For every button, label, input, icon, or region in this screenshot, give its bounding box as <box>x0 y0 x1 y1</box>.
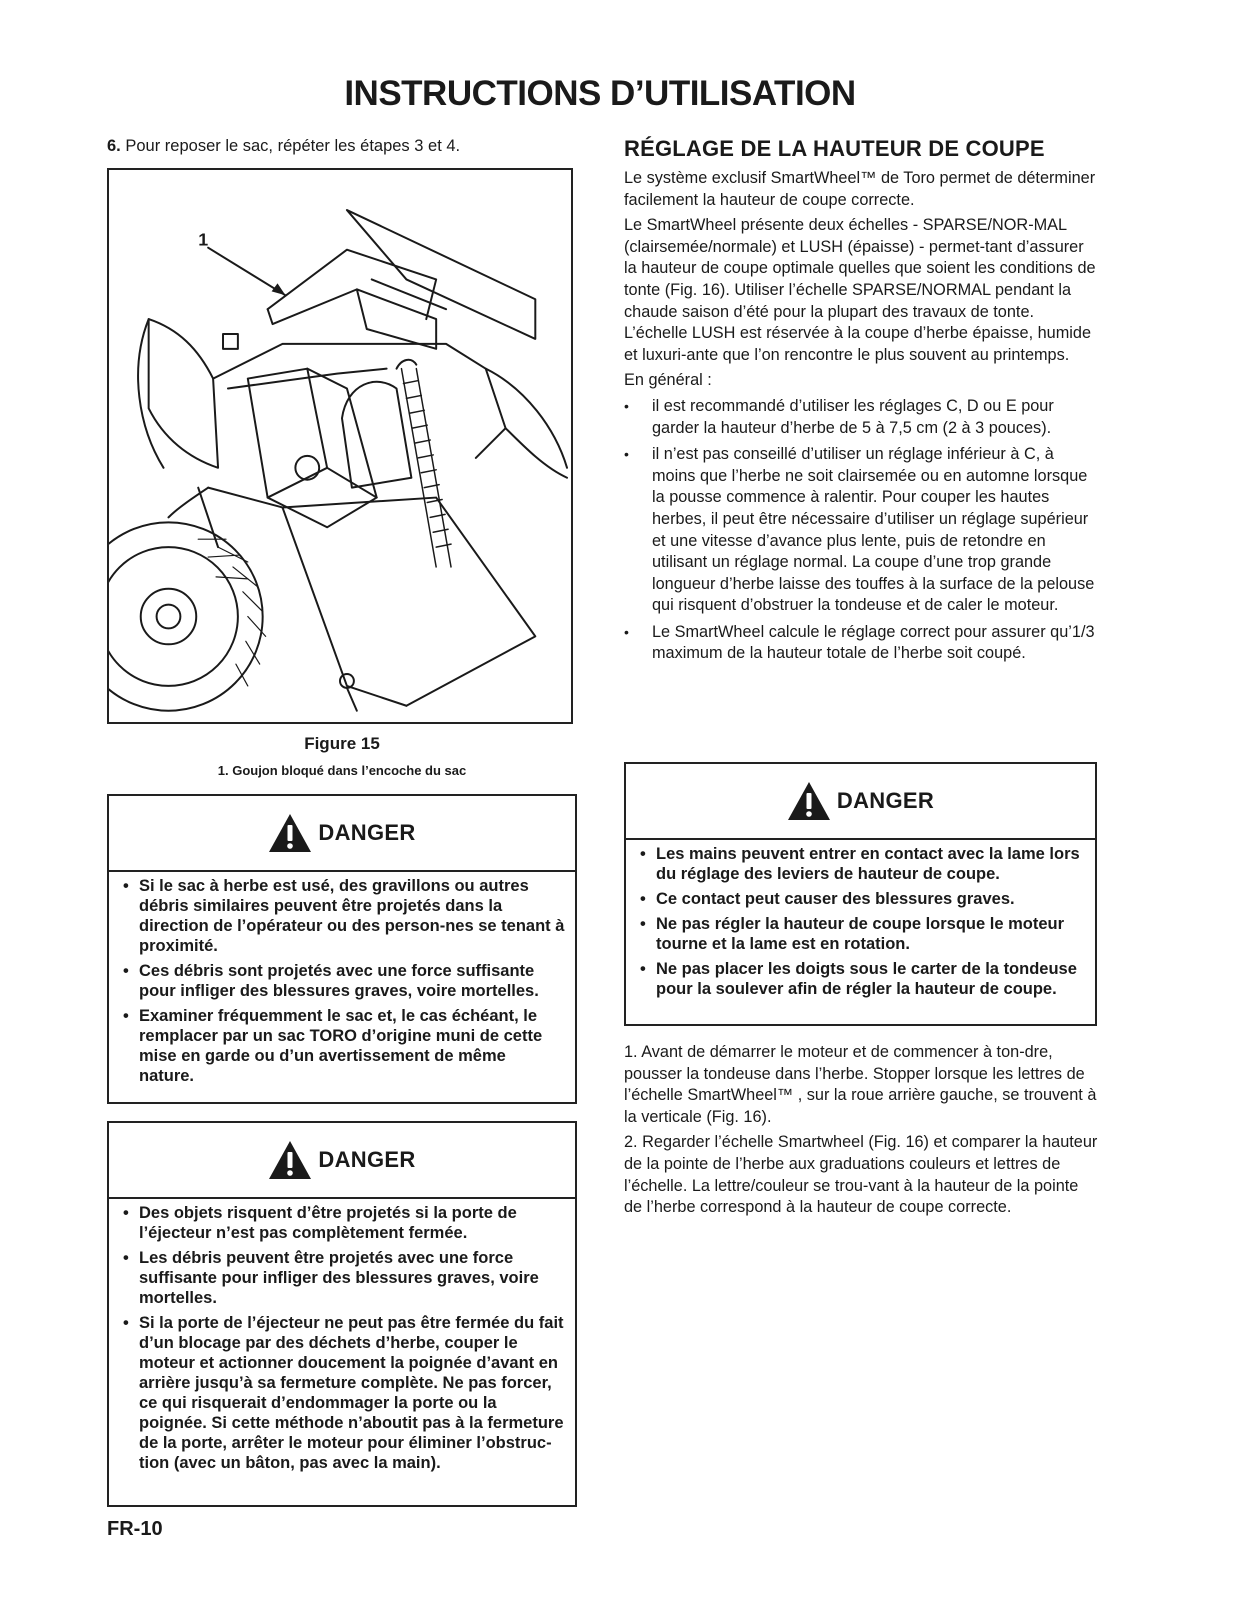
danger-item: • Les mains peuvent entrer en contact avec la lame lors du réglage des leviers de hauteur de coupe. <box>640 844 1085 884</box>
general-label: En général : <box>624 371 712 390</box>
step-1-number: 1. <box>624 1043 638 1061</box>
danger-item: • Ne pas régler la hauteur de coupe lorsque le moteur tourne et la lame est en rotation. <box>640 914 1085 954</box>
step-2-text: Regarder l’échelle Smartwheel (Fig. 16) et comparer la hauteur de la pointe de l’herbe aux graduations couleurs et lettres de l’échelle. La lettre/couleur se trou-vant à la hauteur de la pointe de l’herbe correspond à la hauteur de coupe correcte. <box>624 1133 1098 1217</box>
danger-word: DANGER <box>318 1147 416 1172</box>
warning-triangle-icon <box>268 813 312 853</box>
page-title: INSTRUCTIONS D’UTILISATION <box>344 74 856 113</box>
step-1-text: Avant de démarrer le moteur et de commencer à ton-dre, pousser la tondeuse dans l’herbe. Stopper lorsque les lettres de l’échelle SmartWheel™ , sur la roue arrière gauche, se trouvent à la verticale (Fig. 16). <box>624 1043 1097 1126</box>
figure-caption: 1. Goujon bloqué dans l’encoche du sac <box>217 763 467 778</box>
danger-item: • Si le sac à herbe est usé, des gravillons ou autres débris similaires peuvent être projetés dans la direction de l’opérateur ou des person-nes se tenant à proximité. <box>123 876 565 956</box>
danger-header <box>109 1123 575 1199</box>
danger-box-cutting-height <box>624 762 1097 1026</box>
step-6-text: Pour reposer le sac, répéter les étapes 3 et 4. <box>125 137 461 155</box>
warning-triangle-icon <box>268 1140 312 1180</box>
danger-word: DANGER <box>318 820 416 845</box>
danger-header <box>626 764 1095 840</box>
figure-title: Figure 15 <box>304 734 380 753</box>
page-number: FR-10 <box>107 1518 163 1540</box>
left-column <box>107 136 577 1472</box>
danger-list <box>626 840 1095 1010</box>
step-6-number: 6. <box>107 137 121 155</box>
step-1 <box>624 1042 1099 1128</box>
danger-list <box>109 1199 575 1484</box>
recommendation-list <box>624 396 1099 665</box>
step-6 <box>107 136 577 157</box>
step-2 <box>624 1132 1099 1218</box>
danger-item: • Examiner fréquemment le sac et, le cas échéant, le remplacer par un sac TORO d’origine muni de cette mise en garde ou d’un avertissement de même nature. <box>123 1006 565 1086</box>
section-heading: RÉGLAGE DE LA HAUTEUR DE COUPE <box>624 136 1045 161</box>
procedure-steps <box>624 1042 1099 1223</box>
danger-item: • Ces débris sont projetés avec une force suffisante pour infliger des blessures graves, voire mortelles. <box>123 961 565 1001</box>
recommendation-item: • il est recommandé d’utiliser les réglages C, D ou E pour garder la hauteur d’herbe de 5 à 7,5 cm (2 à 3 pouces). <box>624 396 1099 439</box>
danger-word: DANGER <box>836 788 935 813</box>
danger-header <box>109 796 575 872</box>
danger-item: • Des objets risquent d’être projetés si la porte de l’éjecteur n’est pas complètement fermée. <box>123 1203 565 1243</box>
danger-list <box>109 872 575 1097</box>
danger-box-ejector-door <box>107 1121 577 1507</box>
right-column <box>624 136 1099 1217</box>
recommendation-item: • Le SmartWheel calcule le réglage correct pour assurer qu’1/3 maximum de la hauteur totale de l’herbe soit coupé. <box>624 622 1099 665</box>
danger-box-grass-bag <box>107 794 577 1104</box>
step-2-number: 2. <box>624 1133 638 1152</box>
callout-arrow <box>208 248 285 296</box>
danger-item: • Si la porte de l’éjecteur ne peut pas être fermée du fait d’un blocage par des déchets d’herbe, couper le moteur et actionner doucement la poignée d’avant en arrière jusqu’à sa fermeture complète. Ne pas forcer, ce qui risquerait d’endommager la porte ou la poignée. Si cette méthode n’aboutit pas à la fermeture de la porte, arrêter le moteur pour éliminer l’obstruc-tion (avec un bâton, pas avec la main). <box>123 1313 565 1473</box>
intro-paragraph: Le système exclusif SmartWheel™ de Toro permet de déterminer facilement la hauteur de coupe correcte. <box>624 169 1096 209</box>
danger-item: • Ce contact peut causer des blessures graves. <box>640 889 1085 909</box>
recommendation-item: • il n’est pas conseillé d’utiliser un réglage inférieur à C, à moins que l’herbe ne soit clairsemée ou en automne lorsque la pousse commence à ralentir. Pour couper les hautes herbes, il peut être nécessaire d’utiliser un réglage supérieur et une vitesse d’avance plus lente, puis de retondre en utilisant un réglage normal. La coupe d’une trop grande longueur d’herbe laisse des touffes à la surface de la pelouse qui risquent d’obstruer la tondeuse et de caler le moteur. <box>624 444 1099 617</box>
scales-paragraph: Le SmartWheel présente deux échelles - SPARSE/NOR-MAL (clairsemée/normale) et LUSH (épaisse) - permet-tant d’assurer la hauteur de coupe optimale quelles que soient les conditions de tonte (Fig. 16). Utiliser l’échelle SPARSE/NORMAL pendant la chaude saison d’été pour la plupart des travaux de tonte. L’échelle LUSH est réservée à la coupe d’herbe épaisse, humide et luxuri-ante que l’on rencontre le plus souvent au printemps. <box>624 216 1096 364</box>
figure-callout-1: 1 <box>198 229 209 250</box>
warning-triangle-icon <box>787 781 831 821</box>
danger-item: • Ne pas placer les doigts sous le carter de la tondeuse pour la soulever afin de régler la hauteur de coupe. <box>640 959 1085 999</box>
figure-15-illustration <box>107 168 573 724</box>
danger-item: • Les débris peuvent être projetés avec une force suffisante pour infliger des blessures graves, voire mortelles. <box>123 1248 565 1308</box>
